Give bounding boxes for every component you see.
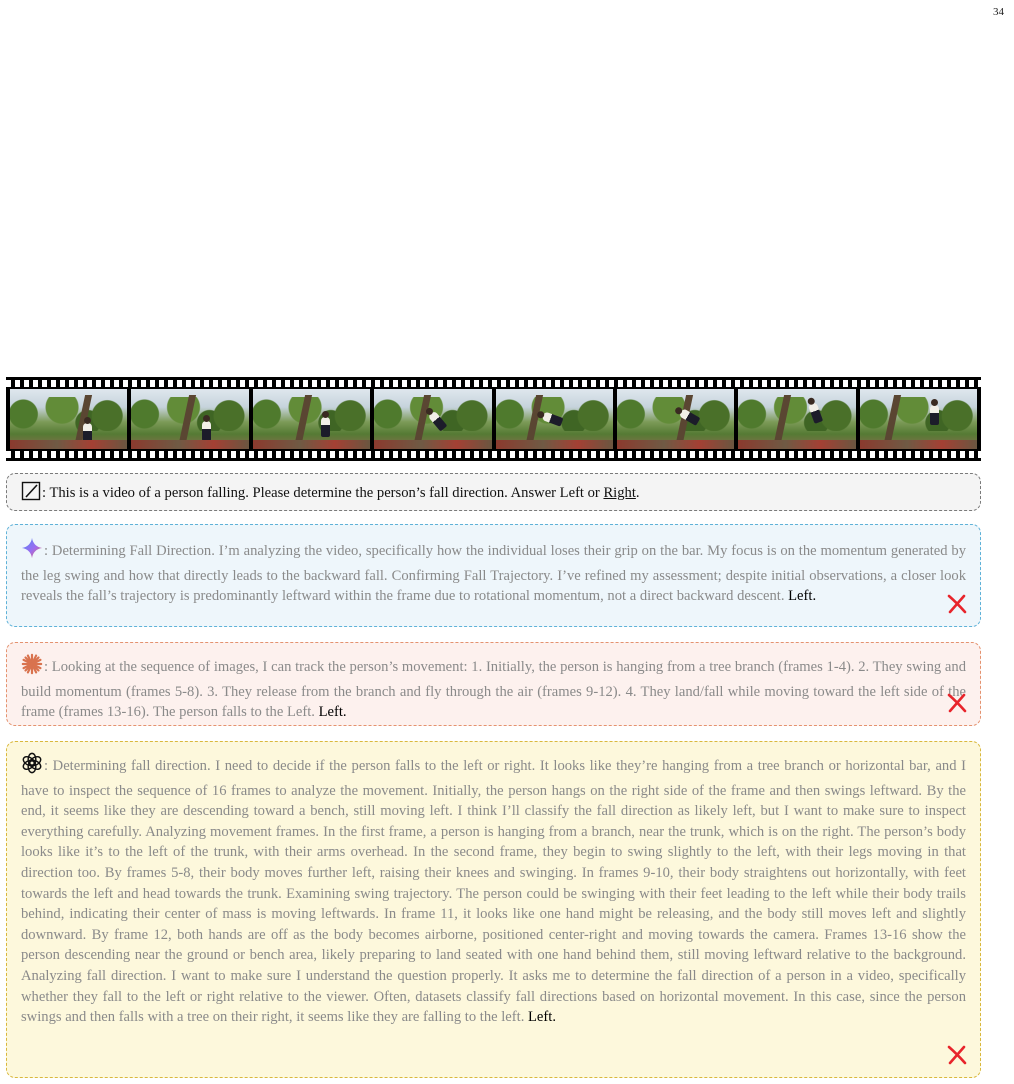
video-frame-3 — [253, 389, 370, 449]
film-perforation-bottom — [6, 451, 981, 458]
claude-answer: Left. — [318, 704, 347, 721]
wrong-answer-x-icon — [946, 692, 968, 721]
gpt-reasoning: : Determining fall direction. I need to decide if the person falls to the left or right. It looks like they’re hanging from a tree branch or horizontal bar, and I have to inspect the sequence of 16 frames to analyze the movement. Initially, the person hangs on the right side of the frame and then swings leftward. By the end, it seems like they are descending toward a bench, still moving left. I think I’ll classify the fall direction as likely left, but I want to make sure to inspect everything carefully. Analyzing movement frames. In the first frame, a person is hanging from a branch, near the trunk, which is on the right. The person’s body looks like it’s to the left of the trunk, with their arms overhead. In the second frame, they begin to swing slightly to the left, with their legs moving in that direction too. By frames 5-8, their body moves further left, raising their knees and swinging. In frames 9-10, their body straightens out horizontally, with feet towards the left and head towards the trunk. Examining swing trajectory. The person could be swinging with their feet leading to the left while their body trails behind, indicating their center of mass is moving leftwards. In frame 11, it looks like one hand might be releasing, and the body still moves left and slightly downward. By frame 12, both hands are off as the body becomes airborne, positioned center-right and moving towards the camera. Frames 13-16 show the person descending near the ground or bench area, likely preparing to land seated with one hand behind them, still moving leftward relative to the background. Analyzing fall direction. I want to make sure I understand the question properly. It asks me to determine the fall direction of a person in a video, specifically whether they fall to the left or right relative to the viewer. Often, datasets classify fall directions based on horizontal movement. In this case, since the person swings and then falls with a tree on their right, it seems like they are falling to the left. — [21, 758, 966, 1026]
gemini-answer: Left. — [788, 588, 817, 605]
video-frame-7 — [738, 389, 855, 449]
video-frame-2 — [131, 389, 248, 449]
gpt-response-box — [6, 741, 981, 1078]
wrong-answer-x-icon — [946, 593, 968, 622]
gpt-answer: Left. — [528, 1009, 556, 1026]
video-frame-1 — [10, 389, 127, 449]
question-suffix: . — [635, 485, 640, 501]
video-frame-5 — [496, 389, 613, 449]
edit-prompt-icon — [21, 481, 41, 508]
wrong-answer-x-icon — [946, 1044, 968, 1073]
video-filmstrip — [6, 377, 981, 461]
question-underlined-option: Right — [603, 485, 636, 501]
page-number: 34 — [993, 6, 1004, 18]
claude-starburst-icon — [21, 653, 43, 682]
openai-knot-icon — [21, 752, 43, 781]
gemini-reasoning: : Determining Fall Direction. I’m analyzing the video, specifically how the individual loses their grip on the bar. My focus is on the momentum generated by the leg swing and how that directly leads to the backward fall. Confirming Fall Trajectory. I’ve refined my assessment; despite initial observations, a closer look reveals the fall’s trajectory is predominantly leftward within the frame due to rotational momentum, not a direct backward descent. — [21, 543, 966, 605]
claude-reasoning: : Looking at the sequence of images, I can track the person’s movement: 1. Initially, the person is hanging from a tree branch (frames 1-4). 2. They swing and build momentum (frames 5-8). 3. They release from the branch and fly through the air (frames 9-12). 4. They land/fall while moving toward the left side of the frame (frames 13-16). The person falls to the Left. — [21, 659, 966, 721]
frame-row — [10, 389, 977, 449]
gemini-sparkle-icon — [21, 537, 43, 566]
video-frame-6 — [617, 389, 734, 449]
claude-response-box — [6, 642, 981, 726]
film-perforation-top — [6, 380, 981, 387]
video-frame-4 — [374, 389, 491, 449]
question-text: : This is a video of a person falling. Please determine the person’s fall direction. Answer Left or — [42, 485, 604, 501]
video-frame-8 — [860, 389, 977, 449]
question-box — [6, 473, 981, 511]
gemini-response-box — [6, 524, 981, 627]
